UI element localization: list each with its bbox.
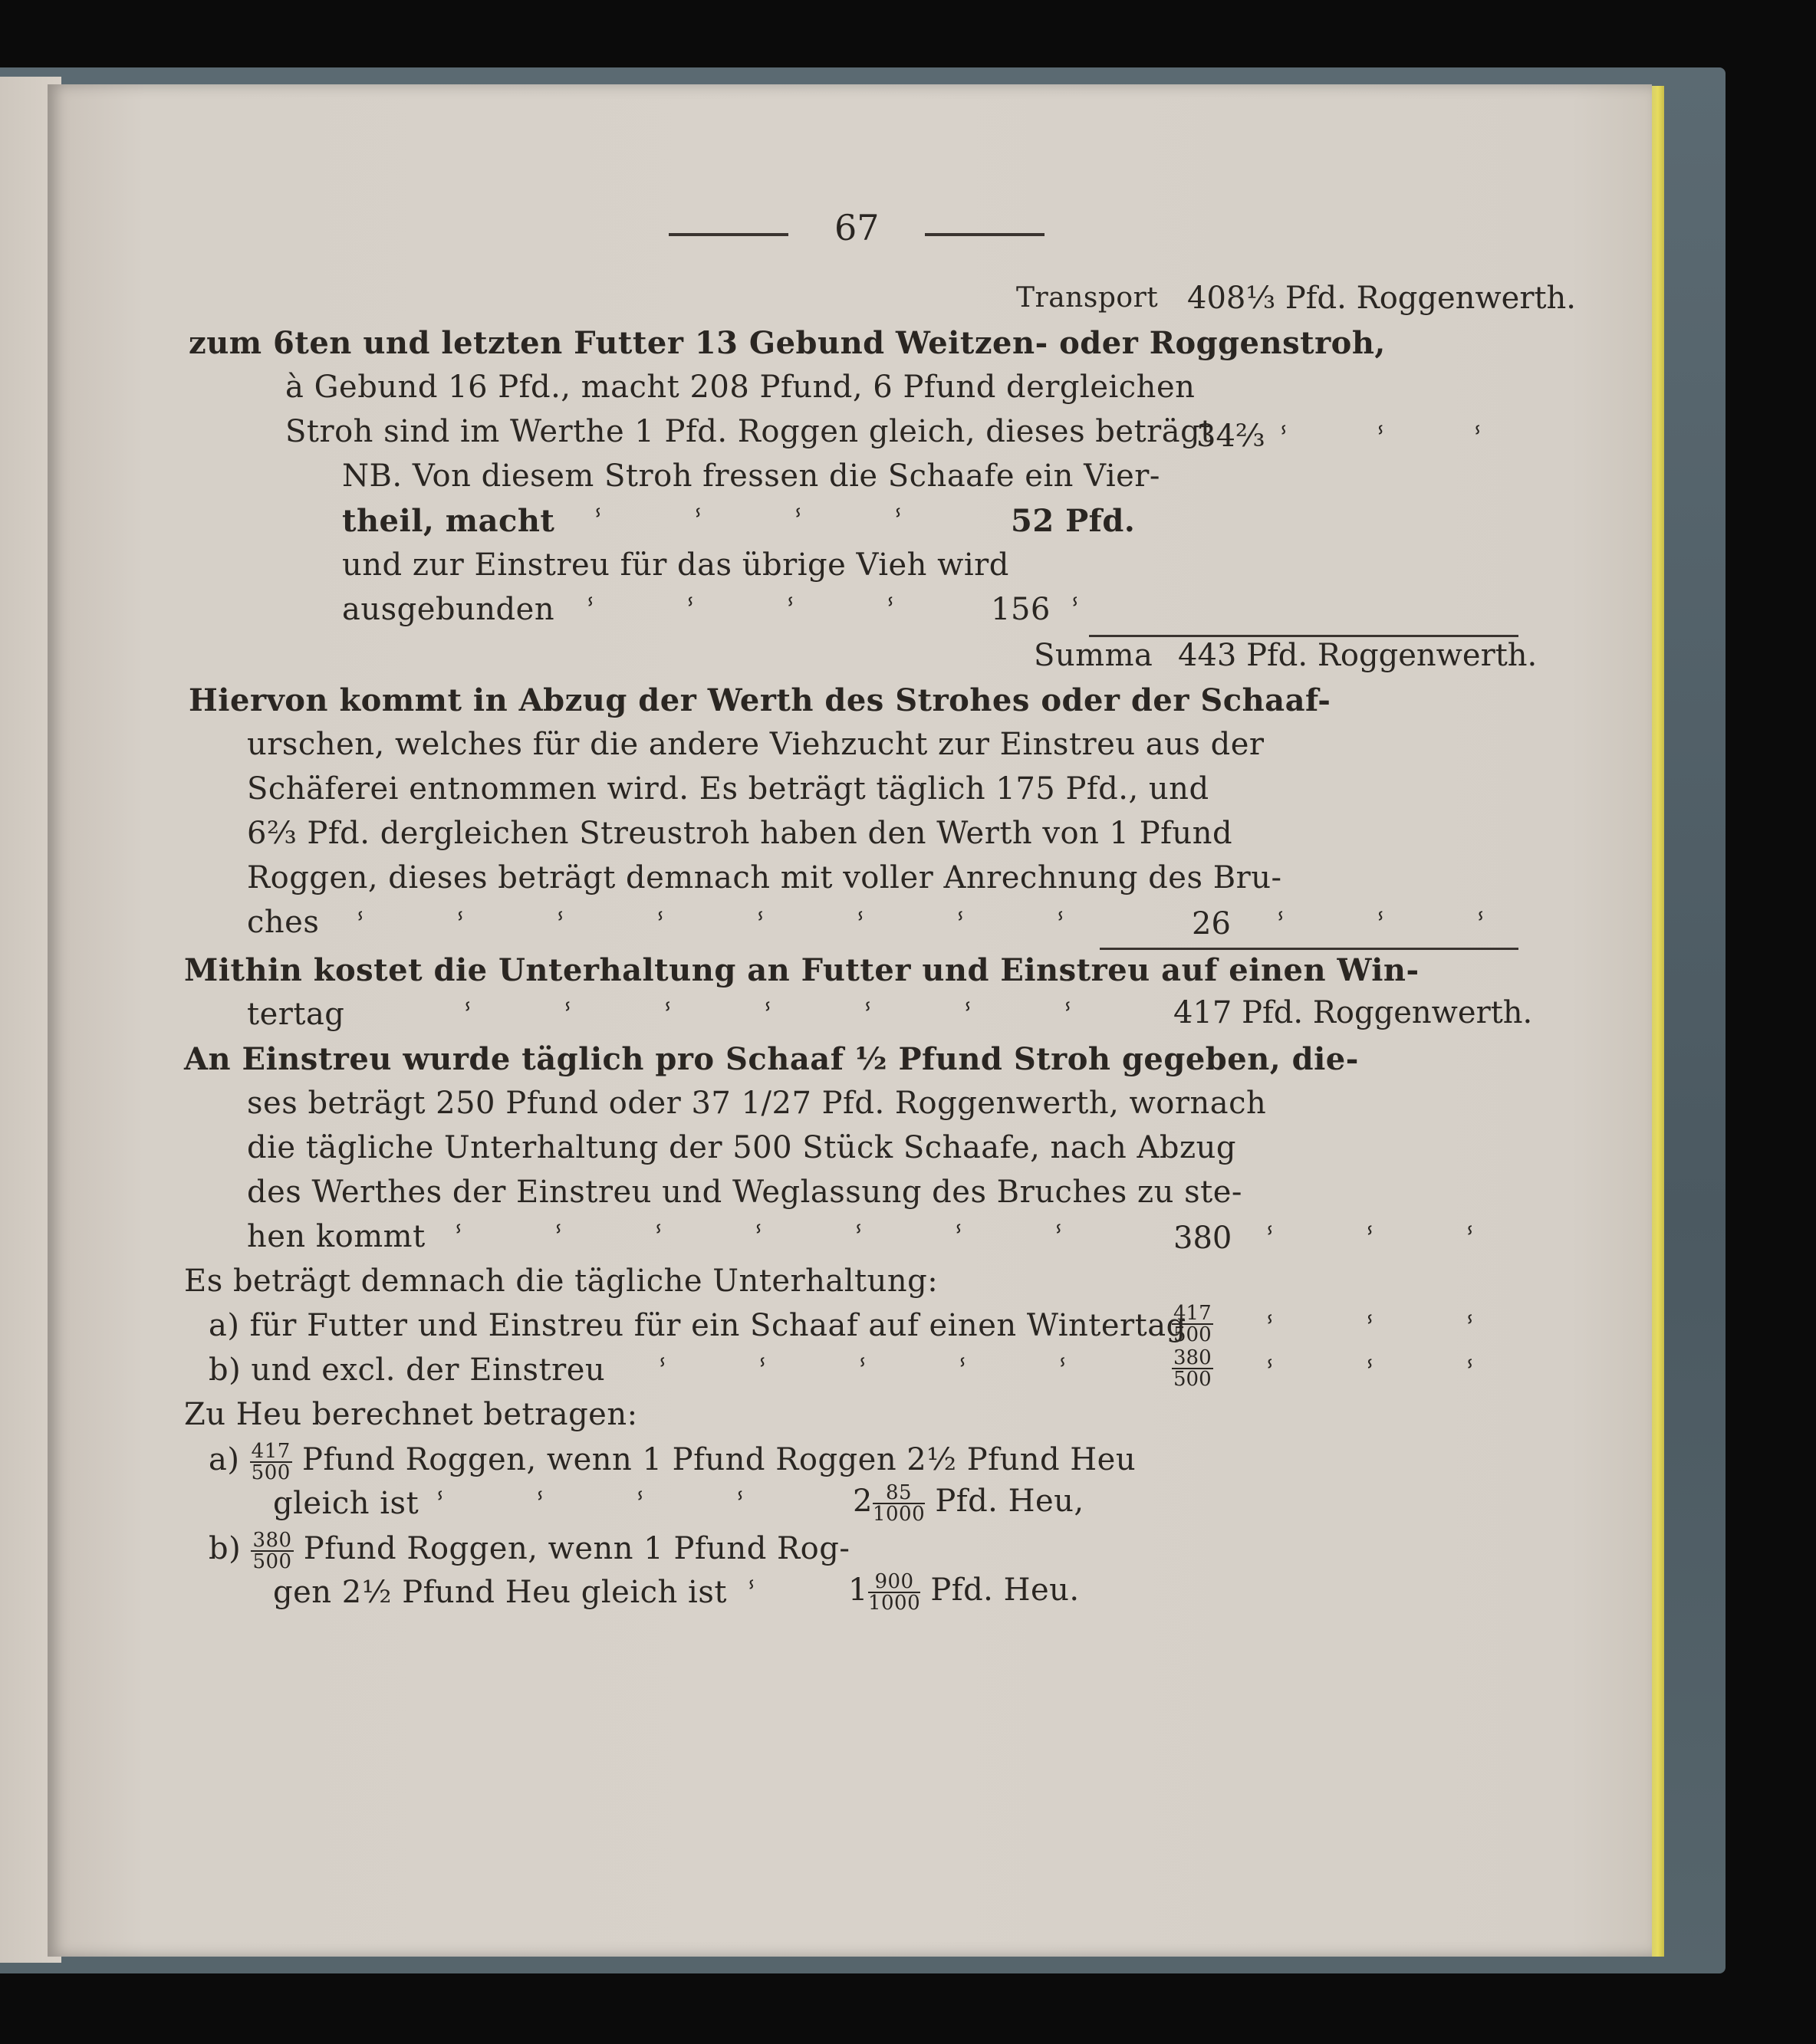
einstreu-line-3: die tägliche Unterhaltung der 500 Stück Schaafe, nach Abzug [247,1130,1236,1165]
nb-amount-1: 52 Pfd. [1011,503,1136,539]
result-line-1: Mithin kostet die Unterhaltung an Futter und Einstreu auf einen Win- [184,952,1420,988]
deduction-line-6: ches [247,905,320,940]
result-line-2: tertag [247,997,345,1032]
straw-value: 34⅔ [1196,419,1265,454]
deduction-ditto: ⸯ ⸯ ⸯ [1273,913,1489,944]
hay-a-dots: ⸯ ⸯ ⸯ ⸯ [433,1493,748,1523]
hay-b-line-2: gen 2½ Pfund Heu gleich ist [273,1575,727,1610]
deduction-line-1: Hiervon kommt in Abzug der Werth des Strohes oder der Schaaf- [189,682,1331,718]
hay-b-line-1: Pfund Roggen, wenn 1 Pfund Rog- [303,1531,850,1566]
result-rule [1100,948,1518,950]
daily-a-den: 500 [1173,1323,1212,1346]
hay-b-unit: Pfd. Heu. [930,1572,1080,1608]
page-number: 67 [834,207,880,248]
deduction-line-2: urschen, welches für die andere Viehzucht zur Einstreu aus der [247,727,1265,762]
summa-value: 443 Pfd. Roggenwerth. [1178,638,1538,673]
header-rule-left [669,233,788,236]
daily-b-num: 380 [1173,1346,1212,1369]
nb-ditto: ⸯ [1068,599,1083,629]
einstreu-value: 380 [1173,1221,1232,1256]
hay-heading: Zu Heu berechnet betragen: [184,1397,638,1432]
daily-b-ditto: ⸯ ⸯ ⸯ [1262,1361,1478,1392]
hay-a-num: 417 [251,1440,291,1463]
hay-b-res-den: 1000 [867,1592,921,1615]
deduction-line-3: Schäferei entnommen wird. Es beträgt täglich 175 Pfd., und [247,771,1209,807]
hay-b-result [848,1572,1080,1613]
hay-a-line-1: Pfund Roggen, wenn 1 Pfund Roggen 2½ Pfund Heu [302,1442,1137,1477]
daily-b-dots: ⸯ ⸯ ⸯ ⸯ ⸯ [655,1359,1071,1390]
hay-a-unit: Pfd. Heu, [935,1484,1084,1519]
nb-line-3: und zur Einstreu für das übrige Vieh wird [342,547,1009,583]
hay-a-res-den: 1000 [872,1503,926,1526]
transport-label: Transport [1016,282,1159,314]
daily-a-ditto: ⸯ ⸯ ⸯ [1262,1316,1478,1347]
straw-ditto: ⸯ ⸯ ⸯ [1276,427,1485,458]
daily-a-fraction [1172,1303,1213,1345]
daily-a-text: a) für Futter und Einstreu für ein Schaaf auf einen Wintertag [209,1308,1186,1343]
hay-a-row-1 [209,1441,1136,1483]
hay-b-row-1 [209,1530,850,1572]
einstreu-ditto: ⸯ ⸯ ⸯ [1262,1227,1478,1258]
hay-b-whole: 1 [848,1572,868,1608]
result-value: 417 Pfd. Roggenwerth. [1173,995,1533,1030]
sum-rule [1089,635,1518,637]
hay-a-prefix: a) [209,1442,240,1477]
summa-label: Summa [1034,638,1153,673]
straw-line-3: Stroh sind im Werthe 1 Pfd. Roggen gleich, dieses beträgt [285,414,1213,449]
einstreu-line-4: des Werthes der Einstreu und Weglassung des Bruches zu ste- [247,1175,1242,1210]
hay-a-whole: 2 [853,1484,873,1519]
einstreu-line-5: hen kommt [247,1219,426,1254]
deduction-dots: ⸯ ⸯ ⸯ ⸯ ⸯ ⸯ ⸯ ⸯ [353,913,1068,944]
hay-a-line-2: gleich ist [273,1486,419,1521]
einstreu-dots: ⸯ ⸯ ⸯ ⸯ ⸯ ⸯ ⸯ [451,1226,1067,1257]
straw-line-2: à Gebund 16 Pfd., macht 208 Pfund, 6 Pfund dergleichen [285,370,1196,405]
nb-amount-2: 156 [991,592,1051,627]
einstreu-line-2: ses beträgt 250 Pfund oder 37 1/27 Pfd. Roggenwerth, wornach [247,1086,1267,1121]
daily-a-num: 417 [1173,1302,1212,1325]
daily-heading: Es beträgt demnach die tägliche Unterhaltung: [184,1264,939,1299]
hay-b-den: 500 [252,1550,292,1573]
hay-b-dots: ⸯ [744,1582,759,1612]
nb-dots-1: ⸯ ⸯ ⸯ ⸯ [591,510,906,541]
transport-value: 408⅓ Pfd. Roggenwerth. [1187,281,1577,316]
deduction-line-4: 6⅔ Pfd. dergleichen Streustroh haben den Werth von 1 Pfund [247,816,1233,851]
hay-b-num: 380 [252,1529,292,1552]
daily-b-den: 500 [1173,1368,1212,1391]
page-edge [1652,86,1664,1957]
daily-b-text: b) und excl. der Einstreu [209,1352,606,1388]
nb-line-1: NB. Von diesem Stroh fressen die Schaafe ein Vier- [342,458,1160,494]
hay-b-res-num: 900 [868,1572,920,1593]
nb-line-4: ausgebunden [342,592,555,627]
hay-a-den: 500 [251,1461,291,1484]
einstreu-line-1: An Einstreu wurde täglich pro Schaaf ½ Pfund Stroh gegeben, die- [184,1041,1359,1077]
hay-a-result [853,1483,1084,1524]
deduction-line-5: Roggen, dieses beträgt demnach mit voller Anrechnung des Bru- [247,860,1282,895]
hay-a-res-num: 85 [873,1483,925,1504]
nb-dots-2: ⸯ ⸯ ⸯ ⸯ [583,599,898,629]
straw-line-1: zum 6ten und letzten Futter 13 Gebund Weitzen- oder Roggenstroh, [189,325,1386,361]
header-rule-right [925,233,1045,236]
result-dots: ⸯ ⸯ ⸯ ⸯ ⸯ ⸯ ⸯ [460,1004,1076,1034]
hay-b-prefix: b) [209,1531,242,1566]
nb-line-2: theil, macht [342,503,555,539]
deduction-value: 26 [1192,906,1231,941]
daily-b-fraction [1172,1348,1213,1389]
